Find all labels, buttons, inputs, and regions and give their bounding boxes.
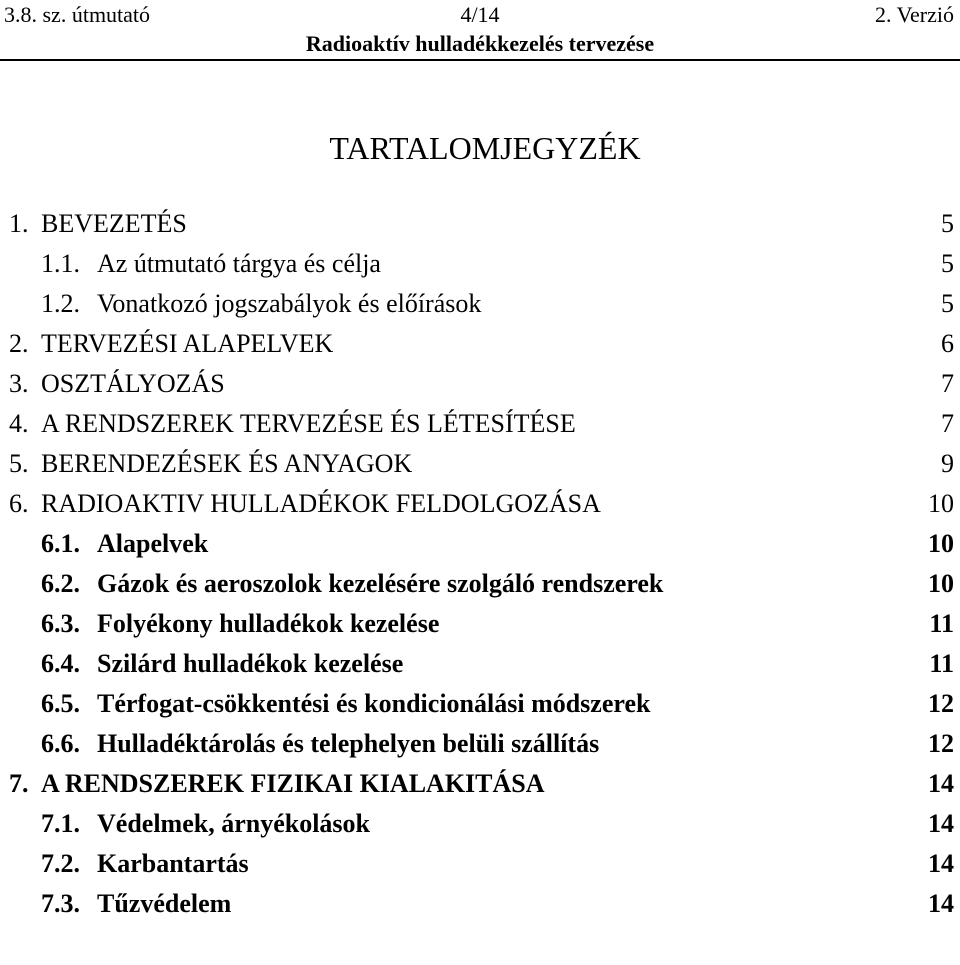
toc-entry[interactable] <box>0 244 960 284</box>
toc-entry-number: 5. <box>9 449 29 478</box>
toc-entry-title: Folyékony hulladékok kezelése <box>97 609 440 638</box>
toc-entry-page: 5 <box>941 289 954 318</box>
document-title: Radioaktív hulladékkezelés tervezése <box>305 31 655 56</box>
toc-entry[interactable] <box>0 644 960 684</box>
toc-entry-page: 5 <box>941 249 954 278</box>
toc-entry-title: Hulladéktárolás és telephelyen belüli szállítás <box>97 729 600 758</box>
toc-entry-title: Gázok és aeroszolok kezelésére szolgáló rendszerek <box>97 569 664 598</box>
toc-entry-number: 1.2. <box>41 289 80 318</box>
version-label: 2. Verzió <box>874 2 954 27</box>
toc-entry[interactable] <box>0 484 960 524</box>
toc-entry-page: 12 <box>928 689 954 718</box>
toc-entry-title: Tűzvédelem <box>97 889 232 918</box>
document-number: 3.8. sz. útmutató <box>4 2 151 27</box>
toc-entry[interactable] <box>0 444 960 484</box>
toc-entry-number: 7. <box>9 769 29 798</box>
toc-entry-page: 12 <box>928 729 954 758</box>
toc-entry[interactable] <box>0 844 960 884</box>
toc-entry-page: 14 <box>928 889 954 918</box>
toc-entry[interactable] <box>0 884 960 924</box>
toc-entry-title: OSZTÁLYOZÁS <box>41 369 225 398</box>
toc-entry[interactable] <box>0 764 960 804</box>
toc-entry-number: 6.4. <box>41 649 80 678</box>
toc-list <box>0 204 960 924</box>
toc-entry-title: BEVEZETÉS <box>41 209 187 238</box>
toc-entry[interactable] <box>0 364 960 404</box>
page-header <box>0 0 960 62</box>
toc-entry[interactable] <box>0 604 960 644</box>
toc-entry[interactable] <box>0 404 960 444</box>
toc-entry-title: Térfogat-csökkentési és kondicionálási módszerek <box>97 689 651 718</box>
header-divider <box>0 59 960 61</box>
toc-entry[interactable] <box>0 564 960 604</box>
toc-entry-number: 4. <box>9 409 29 438</box>
toc-entry-page: 7 <box>941 369 954 398</box>
toc-entry[interactable] <box>0 204 960 244</box>
toc-entry-title: RADIOAKTIV HULLADÉKOK FELDOLGOZÁSA <box>41 489 601 518</box>
toc-entry-title: Karbantartás <box>97 849 249 878</box>
toc-entry-page: 11 <box>929 649 954 678</box>
toc-entry-number: 2. <box>9 329 29 358</box>
toc-entry-page: 6 <box>941 329 954 358</box>
toc-entry[interactable] <box>0 804 960 844</box>
toc-entry-title: Védelmek, árnyékolások <box>97 809 370 838</box>
toc-entry-page: 10 <box>928 489 954 518</box>
toc-entry-title: Alapelvek <box>97 529 209 558</box>
toc-entry[interactable] <box>0 284 960 324</box>
toc-entry-page: 10 <box>928 529 954 558</box>
toc-entry-title: Szilárd hulladékok kezelése <box>97 649 404 678</box>
toc-entry-page: 14 <box>928 809 954 838</box>
toc-entry-number: 6.2. <box>41 569 80 598</box>
toc-entry-title: A RENDSZEREK TERVEZÉSE ÉS LÉTESÍTÉSE <box>41 409 576 438</box>
toc-entry-page: 7 <box>941 409 954 438</box>
toc-entry-title: Vonatkozó jogszabályok és előírások <box>97 289 482 318</box>
toc-entry-number: 3. <box>9 369 29 398</box>
toc-entry-number: 6.5. <box>41 689 80 718</box>
toc-entry-number: 1.1. <box>41 249 80 278</box>
toc-entry-page: 11 <box>929 609 954 638</box>
toc-heading: TARTALOMJEGYZÉK <box>329 130 641 166</box>
toc-entry-page: 10 <box>928 569 954 598</box>
toc-entry-number: 7.3. <box>41 889 80 918</box>
toc-entry-number: 6.1. <box>41 529 80 558</box>
toc-entry-number: 6.3. <box>41 609 80 638</box>
toc-entry-title: Az útmutató tárgya és célja <box>97 249 381 278</box>
toc-entry-page: 14 <box>928 849 954 878</box>
toc-entry-title: BERENDEZÉSEK ÉS ANYAGOK <box>41 449 413 478</box>
toc-entry[interactable] <box>0 724 960 764</box>
toc-entry-title: TERVEZÉSI ALAPELVEK <box>41 329 334 358</box>
toc-entry-number: 6. <box>9 489 29 518</box>
toc-entry-title: A RENDSZEREK FIZIKAI KIALAKITÁSA <box>41 769 545 798</box>
toc-entry-page: 9 <box>941 449 954 478</box>
toc-entry-number: 7.1. <box>41 809 80 838</box>
toc-entry-number: 1. <box>9 209 29 238</box>
toc-entry-page: 5 <box>941 209 954 238</box>
toc-entry[interactable] <box>0 324 960 364</box>
toc-entry[interactable] <box>0 684 960 724</box>
toc-entry-page: 14 <box>928 769 954 798</box>
page-number: 4/14 <box>460 2 500 27</box>
toc-entry-number: 6.6. <box>41 729 80 758</box>
toc-entry-number: 7.2. <box>41 849 80 878</box>
toc-entry[interactable] <box>0 524 960 564</box>
